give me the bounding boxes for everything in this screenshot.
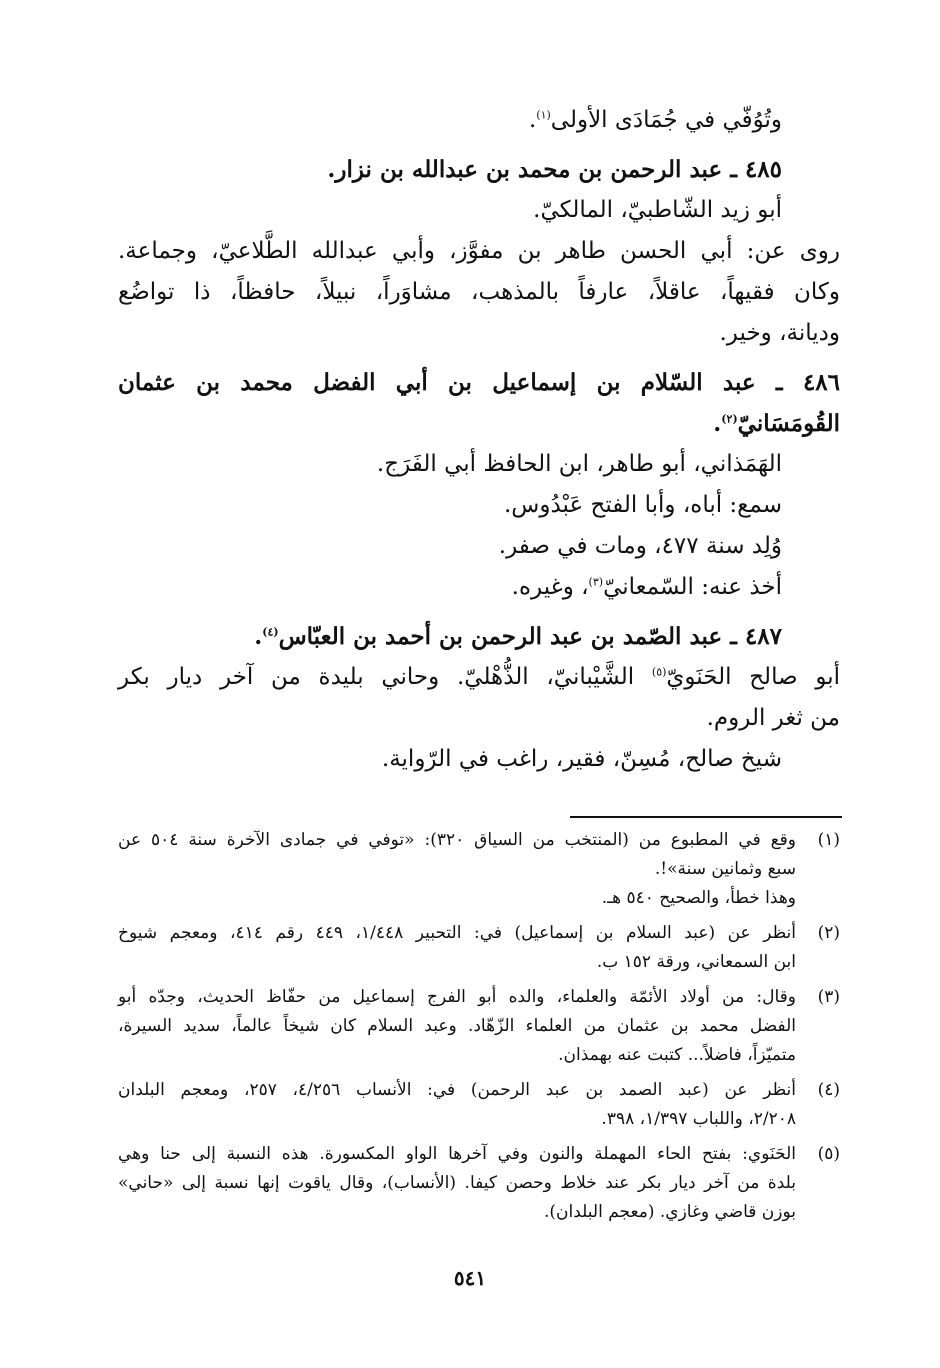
text-line: من ثغر الروم.	[706, 705, 840, 731]
page-number: ٥٤١	[453, 1266, 487, 1290]
line-text: وتُوُفّي في جُمَادَى الأولى	[550, 107, 782, 133]
footnote-line: الفضل محمد بن عثمان من العلماء الزّهّاد. وعبد السلام كان شيخاً عالماً، سديد السيرة،	[118, 1016, 796, 1036]
text-line: وكان فقيهاً، عاقلاً، عارفاً بالمذهب، مشاوَراً، نبيلاً، حافظاً، ذا تواضُع	[118, 279, 840, 305]
text-line: وُلِد سنة ٤٧٧، ومات في صفر.	[498, 533, 782, 559]
footnotes	[118, 826, 840, 1233]
text-line: الهَمَذاني، أبو طاهر، ابن الحافظ أبي الفَرَج.	[376, 451, 782, 477]
footnote-body	[118, 1076, 796, 1134]
footnote-body	[118, 983, 796, 1070]
footnote-line: متميّزاً، فاضلاً... كتبت عنه بهمذان.	[558, 1045, 796, 1065]
footnote-line: سبع وثمانين سنة»!.	[654, 859, 796, 879]
line-text-after: ، وغيره.	[511, 574, 589, 600]
footnote-ref: (٢)	[721, 412, 738, 426]
footnote-line: ٢/٢٠٨، واللباب ١/٣٩٧، ٣٩٨.	[601, 1109, 796, 1129]
footnote-ref: (٣)	[588, 575, 604, 589]
footnote-line: وقال: من أولاد الأئمّة والعلماء، والده أبو الفرج إسماعيل من حفّاظ الحديث، وجدّه أبو	[118, 987, 796, 1007]
main-text	[118, 100, 840, 780]
footnote-line: أنظر عن (عبد السلام بن إسماعيل) في: التحبير ١/٤٤٨، ٤٤٩ رقم ٤١٤، ومعجم شيوخ	[118, 923, 797, 943]
text-line: روى عن: أبي الحسن طاهر بن مفوَّز، وأبي عبدالله الطَّلاعيّ، وجماعة.	[118, 238, 840, 264]
text-line: ٤٨٥ ـ عبد الرحمن بن محمد بن عبدالله بن نزار.	[327, 156, 782, 183]
footnote-number: (٥)	[817, 1144, 840, 1164]
footnote-line: ابن السمعاني، ورقة ١٥٢ ب.	[596, 952, 796, 972]
text-line	[118, 100, 840, 141]
footnote-body	[118, 919, 796, 977]
footnote-body	[118, 1140, 796, 1227]
footnote-ref: (٤)	[262, 625, 279, 639]
line-text: القُومَسَانيّ	[737, 410, 840, 437]
text-line: سمع: أباه، وأبا الفتح عَبْدُوس.	[503, 492, 782, 518]
text-line: وديانة، وخير.	[719, 320, 840, 346]
footnote	[118, 826, 840, 913]
footnote-divider	[570, 816, 842, 818]
footnote-line: وهذا خطأ، والصحيح ٥٤٠ هـ.	[601, 888, 796, 908]
footnote-line: الحَنَوي: بفتح الحاء المهملة والنون وفي آخرها الواو المكسورة. هذه النسبة إلى حنا وهي	[118, 1144, 796, 1164]
text-line	[118, 657, 840, 698]
footnote-ref: (٥)	[651, 665, 667, 679]
text-line	[118, 567, 840, 608]
line-text: أخذ عنه: السّمعانيّ	[603, 574, 782, 600]
footnote	[118, 919, 840, 977]
footnote-line: أنظر عن (عبد الصمد بن عبد الرحمن) في: الأنساب ٤/٢٥٦، ٢٥٧، ومعجم البلدان	[118, 1080, 797, 1100]
text-line: أبو زيد الشّاطبيّ، المالكيّ.	[533, 197, 782, 223]
text-line: شيخ صالح، مُسِنّ، فقير، راغب في الرّواية.	[381, 746, 782, 772]
line-text-after: .	[528, 107, 537, 133]
text-line	[118, 616, 840, 657]
footnote-number: (٣)	[817, 987, 840, 1007]
footnote-number: (١)	[817, 830, 840, 850]
footnote-ref: (١)	[536, 108, 551, 122]
footnote	[118, 983, 840, 1070]
text-line: ٤٨٦ ـ عبد السّلام بن إسماعيل بن أبي الفضل محمد بن عثمان	[118, 369, 840, 396]
line-text-after: .	[713, 410, 722, 437]
footnote-line: وقع في المطبوع من (المنتخب من السياق ٣٢٠): «توفي في جمادى الآخرة سنة ٥٠٤ عن	[118, 830, 796, 850]
line-text-after: الشَّيْبانيّ، الذُّهْليّ. وحاني بليدة من آخر ديار بكر	[118, 664, 652, 690]
footnote	[118, 1140, 840, 1227]
line-text-after: .	[254, 623, 263, 650]
footnote-line: بلدة من آخر ديار بكر عند خلاط وحصن كيفا. (الأنساب)، وقال ياقوت إنها نسبة إلى «حاني»	[118, 1173, 796, 1193]
line-text: ٤٨٧ ـ عبد الصّمد بن عبد الرحمن بن أحمد بن العبّاس	[278, 623, 782, 650]
footnote-number: (٤)	[817, 1080, 840, 1100]
footnote-number: (٢)	[817, 923, 840, 943]
footnote-line: بوزن قاضي وغازي. (معجم البلدان).	[544, 1202, 796, 1222]
line-text: أبو صالح الحَنَويّ	[666, 664, 840, 690]
text-line	[118, 403, 840, 444]
footnote-body	[118, 826, 796, 913]
footnote	[118, 1076, 840, 1134]
